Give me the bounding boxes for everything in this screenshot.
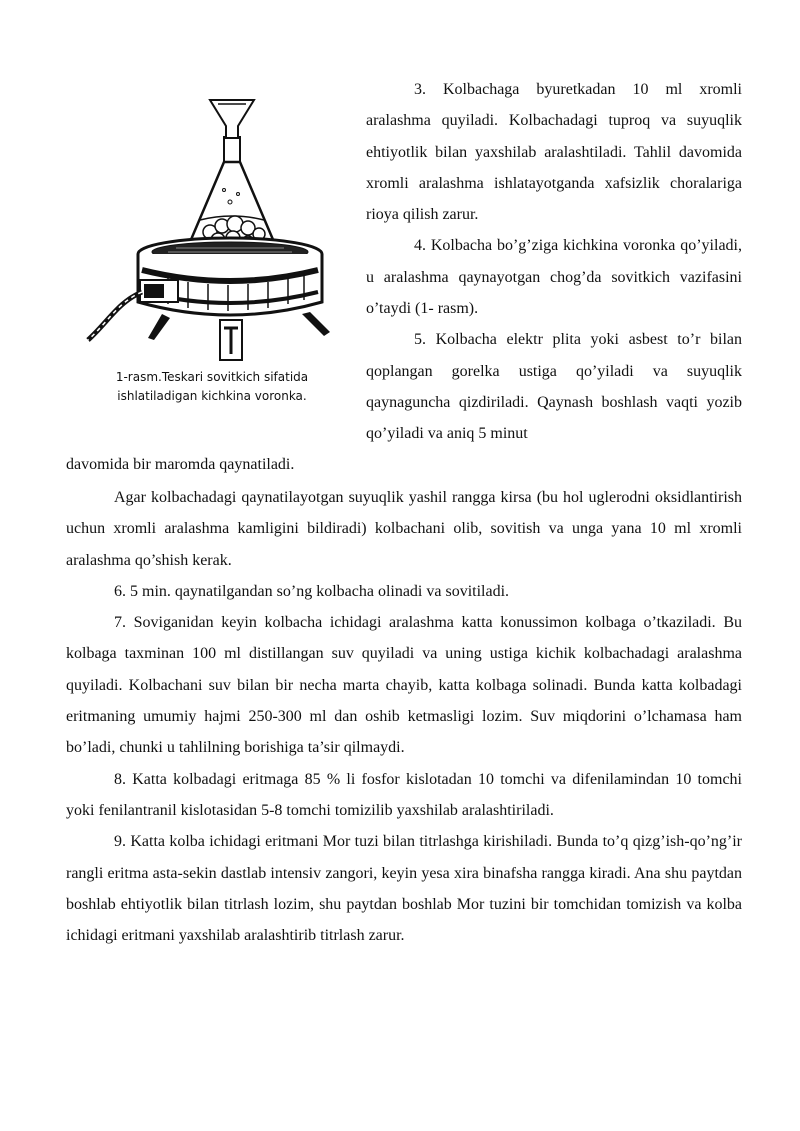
paragraph-3: 3. Kolbachaga byuretkadan 10 ml xromli aralashma quyiladi. Kolbachadagi tuproq va suyuqlik ehtiyotlik bilan yaxshilab aralashtiladi. Tahlil davomida xromli aralashma ishlatayotganda xafsizlik choralariga rioya qilish zarur. bbox=[366, 81, 742, 224]
flask-on-hotplate-illustration bbox=[78, 92, 348, 372]
paragraph-9: 9. Katta kolba ichidagi eritmani Mor tuzi bilan titrlashga kirishiladi. Bunda to’q qizg’ish-qo’ng’ir rangli eritma asta-sekin dastlab intensiv zangori, keyin yesa xira binafsha rangga kiradi. Ana shu paytdan boshlab ehtiyotlik bilan titrlash lozim, shu paytdan boshlab Mor tuzini bir tomchidan tomizish va kolba ichidagi eritmani yaxshilab aralashtirib titrlash zarur. bbox=[66, 833, 742, 945]
figure-1 bbox=[78, 92, 348, 412]
figure-caption bbox=[92, 368, 332, 406]
paragraph-6: 6. 5 min. qaynatilgandan so’ng kolbacha olinadi va sovitiladi. bbox=[114, 582, 510, 600]
paragraph-7: 7. Soviganidan keyin kolbacha ichidagi aralashma katta konussimon kolbaga o’tkaziladi. Bu kolbaga taxminan 100 ml distillangan suv quyiladi va uning ustiga kichik kolbachadagi aralashma quyiladi. Kolbachani suv bilan bir necha marta chayib, katta kolbaga solinadi. Bunda katta kolbadagi eritmaning umumiy hajmi 250-300 ml dan oshib ketmasligi lozim. Suv miqdorini o’lchamasa ham bo’ladi, chunki u tahlilning borishiga ta’sir qilmaydi. bbox=[66, 614, 742, 757]
caption-line-2: ishlatiladigan kichkina voronka. bbox=[117, 389, 307, 403]
paragraph-agar: Agar kolbachadagi qaynatilayotgan suyuqlik yashil rangga kirsa (bu hol uglerodni oksidlantirish uchun xromli aralashma kamligini bildiradi) kolbachani olib, sovitish va unga yana 10 ml xromli aralashma qo’shish kerak. bbox=[66, 489, 742, 569]
caption-line-1: 1-rasm.Teskari sovitkich sifatida bbox=[115, 370, 309, 384]
paragraph-5: 5. Kolbacha elektr plita yoki asbest to’r bilan qoplangan gorelka ustiga qo’yiladi va suyuqlik qaynaguncha qizdiriladi. Qaynash boshlash vaqti yozib qo’yiladi va aniq 5 minut bbox=[366, 331, 742, 443]
main-body-text bbox=[66, 482, 742, 951]
paragraph-8: 8. Katta kolbadagi eritmaga 85 % li fosfor kislotadan 10 tomchi va difenilamindan 10 tomchi yoki fenilantranil kislotasidan 5-8 tomchi tomizilib yaxshilab aralashtiriladi. bbox=[66, 770, 742, 819]
right-column-text bbox=[366, 74, 742, 450]
paragraph-4: 4. Kolbacha bo’g’ziga kichkina voronka qo’yiladi, u aralashma qaynayotgan chog’da sovitkich vazifasini o’taydi (1- rasm). bbox=[366, 237, 742, 318]
paragraph-5-continued: davomida bir maromda qaynatiladi. bbox=[66, 456, 295, 473]
